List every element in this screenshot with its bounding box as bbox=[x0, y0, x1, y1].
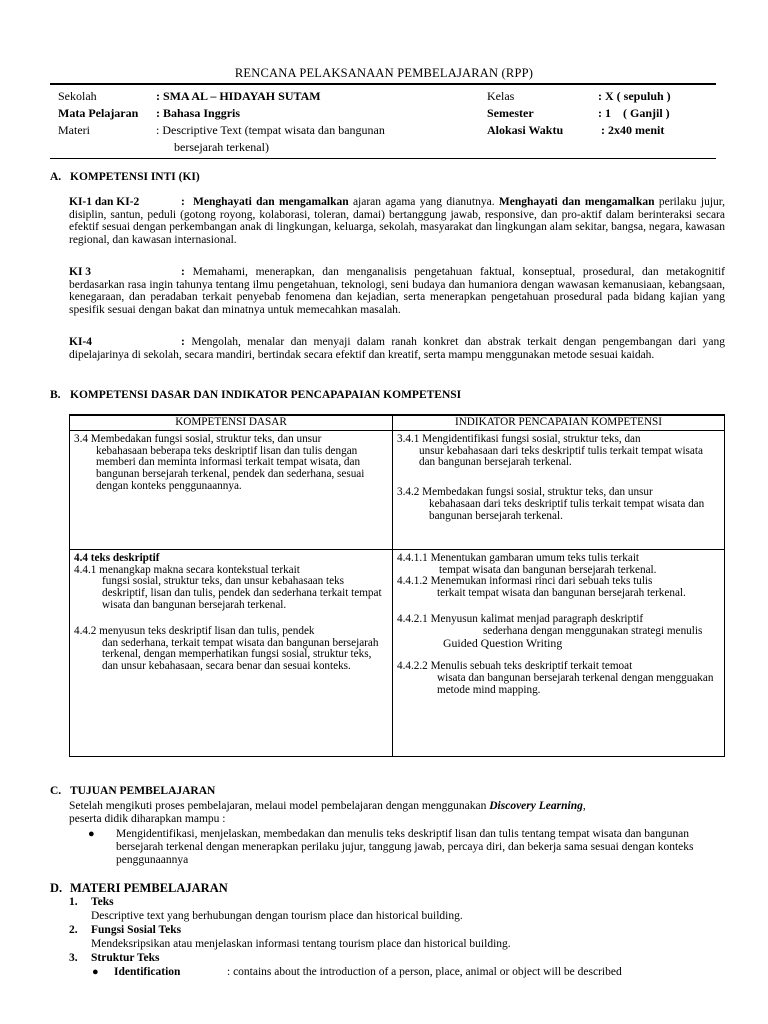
semester-label: Semester bbox=[487, 106, 534, 120]
discovery-learning-text: Discovery Learning bbox=[489, 800, 583, 812]
materi-item-1-text: Descriptive text yang berhubungan dengan tourism place dan historical building. bbox=[91, 910, 463, 922]
table-row bbox=[70, 430, 725, 549]
materi-label: Materi bbox=[58, 123, 90, 137]
ki12-label: KI-1 dan KI-2 bbox=[69, 196, 140, 208]
ki3-paragraph bbox=[69, 266, 725, 316]
materi-item-3-number: 3. bbox=[69, 952, 78, 964]
materi-item-1-number: 1. bbox=[69, 896, 78, 908]
kelas-label: Kelas bbox=[487, 89, 515, 103]
section-c-number: C. bbox=[50, 785, 62, 797]
kd-4-4-2-head: 4.4.2 menyusun teks deskriptif lisan dan tulis, pendek bbox=[74, 624, 315, 637]
ki4-colon: : bbox=[181, 336, 185, 348]
ipk-4-4-2-1-head: 4.4.2.1 Menyusun kalimat menjad paragraph deskriptif bbox=[397, 612, 644, 625]
materi-item-2-title: Fungsi Sosial Teks bbox=[91, 924, 182, 936]
ki12-text-2: perilaku jujur, disiplin, santun, peduli (gotong royong, kolaborasi, toleran, damai) bertanggung jawab, responsive, dan pro-aktif dalam berinteraksi secara efektif sesuai dengan perkembangan anak di lingkungan, keluarga, sekolah, masyarakat dan lingkungan alam sekitar, bangsa, negara, kawasan regional, dan kawasan internasional. bbox=[69, 196, 726, 246]
ipk-3-4-2-head: 3.4.2 Membedakan fungsi sosial, struktur teks, dan unsur bbox=[397, 486, 653, 499]
section-b-number: B. bbox=[50, 389, 61, 401]
table-row bbox=[70, 549, 725, 756]
ipk-3-4-cell bbox=[393, 430, 725, 549]
tujuan-intro-part1: Setelah mengikuti proses pembelajaran, melaui model pembelajaran dengan menggunakan bbox=[69, 800, 490, 812]
kd-3-4-body: kebahasaan beberapa teks deskriptif lisan dan tulis dengan memberi dan meminta informasi terkait tempat wisata, dan bangunan bersejarah terkenal, pendek dan sederhana, sesuai dengan konteks penggunaannya. bbox=[96, 444, 365, 492]
bullet-dot-icon: ● bbox=[88, 828, 95, 840]
header-info-box bbox=[50, 83, 716, 159]
ipk-3-4-2-body: kebahasaan dari teks deskriptif tulis terkait tempat wisata dan bangunan bersejarah terkenal. bbox=[429, 497, 705, 522]
ki3-label: KI 3 bbox=[69, 266, 92, 278]
kd-3-4-head: 3.4 Membedakan fungsi sosial, struktur teks, dan unsur bbox=[74, 432, 322, 445]
alokasi-value: : 2x40 menit bbox=[601, 123, 665, 137]
ki12-bold-2: Menghayati dan mengamalkan bbox=[498, 196, 655, 208]
tujuan-intro bbox=[69, 800, 729, 825]
kompetensi-table bbox=[69, 414, 725, 757]
kd-3-4-cell bbox=[70, 430, 393, 549]
ipk-4-4-1-2-head: 4.4.1.2 Menemukan informasi rinci dari sebuah teks tulis bbox=[397, 575, 653, 588]
ipk-3-4-1-head: 3.4.1 Mengidentifikasi fungsi sosial, struktur teks, dan bbox=[397, 432, 641, 445]
ki12-colon: : bbox=[181, 196, 185, 208]
ipk-4-4-2-1-mid: sederhana dengan menggunakan strategi menulis bbox=[483, 624, 703, 637]
section-a-number: A. bbox=[50, 171, 62, 183]
section-a-title: KOMPETENSI INTI (KI) bbox=[70, 171, 200, 183]
ipk-4-4-2-2-head: 4.4.2.2 Menulis sebuah teks deskriptif terkait temoat bbox=[397, 660, 633, 673]
section-a-heading bbox=[50, 171, 200, 183]
kd-4-4-2-body: dan sederhana, terkait tempat wisata dan bangunan bersejarah terkenal, dengan memperhatikan fungsi sosial, struktur teks, dan unsur kebahasaan, secara benar dan sesuai konteks. bbox=[102, 636, 379, 673]
section-d-title: MATERI PEMBELAJARAN bbox=[70, 881, 228, 895]
struktur-identification-row bbox=[92, 966, 622, 978]
section-d-heading bbox=[50, 881, 228, 896]
mapel-value: : Bahasa Inggris bbox=[156, 106, 241, 120]
semester-value: : 1 ( Ganjil ) bbox=[598, 106, 670, 120]
sekolah-label: Sekolah bbox=[58, 89, 97, 103]
identification-label: Identification bbox=[114, 966, 181, 978]
ipk-4-4-cell bbox=[393, 549, 725, 756]
table-header-row bbox=[70, 415, 725, 430]
tujuan-intro-part2: , bbox=[582, 800, 586, 812]
tujuan-bullet-text: Mengidentifikasi, menjelaskan, membedakan dan menulis teks deskriptif lisan dan tulis tentang tempat wisata dan bangunan bersejarah terkenal dengan menerapkan perilaku jujur, tanggung jawab, percaya diri, dan bekerja sama sesuai dengan konteks penggunaannya bbox=[116, 828, 694, 866]
materi-value-line2: bersejarah terkenal) bbox=[174, 140, 269, 154]
ipk-4-4-1-2-body: terkait tempat wisata dan bangunan bersejarah terkenal. bbox=[437, 587, 686, 600]
ki4-label: KI-4 bbox=[69, 336, 92, 348]
section-c-heading bbox=[50, 785, 215, 797]
mapel-label: Mata Pelajaran bbox=[58, 106, 139, 120]
ipk-3-4-1-body: unsur kebahasaan dari teks deskriptif tulis terkait tempat wisata dan bangunan bersejarah terkenal. bbox=[419, 444, 703, 469]
column-header-ipk: INDIKATOR PENCAPAIAN KOMPETENSI bbox=[393, 415, 725, 430]
section-d-number: D. bbox=[50, 881, 63, 895]
tujuan-bullet bbox=[88, 828, 722, 867]
materi-value-line1: : Descriptive Text (tempat wisata dan bangunan bbox=[156, 123, 385, 137]
section-c-title: TUJUAN PEMBELAJARAN bbox=[70, 785, 216, 797]
ki4-text: Mengolah, menalar dan menyaji dalam ranah konkret dan abstrak terkait dengan pengembangan dari yang dipelajarinya di sekolah, secara mandiri, bertindak secara efektif dan kreatif, serta mampu menggunakan metode sesuai kaidah. bbox=[69, 336, 725, 361]
ki12-paragraph bbox=[69, 196, 725, 246]
ipk-4-4-1-1-head: 4.4.1.1 Menentukan gambaran umum teks tulis terkait bbox=[397, 551, 640, 564]
kelas-value: : X ( sepuluh ) bbox=[598, 89, 671, 103]
sekolah-value: : SMA AL – HIDAYAH SUTAM bbox=[156, 89, 321, 103]
kd-4-4-cell bbox=[70, 549, 393, 756]
ipk-4-4-1-1-body: tempat wisata dan bangunan bersejarah terkenal. bbox=[439, 563, 657, 576]
ki12-bold-1: Menghayati dan mengamalkan bbox=[193, 196, 349, 208]
materi-item-3 bbox=[69, 952, 160, 964]
materi-item-1-title: Teks bbox=[91, 896, 114, 908]
bullet-dot-icon: ● bbox=[92, 966, 99, 978]
kd-4-4-title: 4.4 teks deskriptif bbox=[74, 551, 160, 564]
ki3-text: Memahami, menerapkan, dan menganalisis pengetahuan faktual, konseptual, prosedural, dan metakognitif berdasarkan rasa ingin tahunya tentang ilmu pengetahuan, teknologi, seni budaya dan humaniora dengan wawasan kemanusiaan, kebangsaan, kenegaraan, dan peradaban terkait penyebab fenomena dan kejadian, serta menerapkan pengetahuan prosedural pada bidang kajian yang spesifik sesuai dengan bakat dan minatnya untuk memecahkan masalah. bbox=[69, 266, 725, 316]
document-title: RENCANA PELAKSANAAN PEMBELAJARAN (RPP) bbox=[234, 66, 534, 80]
materi-item-2-text: Mendeksripsikan atau menjelaskan informasi tentang tourism place dan historical building. bbox=[91, 938, 511, 950]
ki12-text-1: ajaran agama yang dianutnya. bbox=[348, 196, 499, 208]
kd-4-4-1-head: 4.4.1 menangkap makna secara kontekstual terkait bbox=[74, 563, 300, 576]
section-b-heading bbox=[50, 389, 461, 401]
ipk-4-4-2-1-tail: Guided Question Writing bbox=[443, 635, 563, 650]
section-b-title: KOMPETENSI DASAR DAN INDIKATOR PENCAPAPAIAN KOMPETENSI bbox=[70, 389, 462, 401]
materi-item-2-number: 2. bbox=[69, 924, 78, 936]
alokasi-label: Alokasi Waktu bbox=[487, 123, 564, 137]
ki3-colon: : bbox=[181, 266, 185, 278]
identification-text: : contains about the introduction of a person, place, animal or object will be described bbox=[227, 966, 622, 978]
ipk-4-4-2-2-body: wisata dan bangunan bersejarah terkenal dengan mengguakan metode mind mapping. bbox=[437, 672, 714, 696]
ki4-paragraph bbox=[69, 336, 725, 361]
materi-item-1 bbox=[69, 896, 114, 908]
tujuan-intro-line2: peserta didik diharapkan mampu : bbox=[69, 812, 226, 825]
materi-item-2 bbox=[69, 924, 181, 936]
kd-4-4-1-body: fungsi sosial, struktur teks, dan unsur kebahasaan teks deskriptif, lisan dan tulis, pendek dan sederhana terkait tempat wisata dan bangunan bersejarah terkenal. bbox=[102, 575, 382, 611]
materi-item-3-title: Struktur Teks bbox=[91, 952, 160, 964]
column-header-kd: KOMPETENSI DASAR bbox=[70, 415, 393, 430]
